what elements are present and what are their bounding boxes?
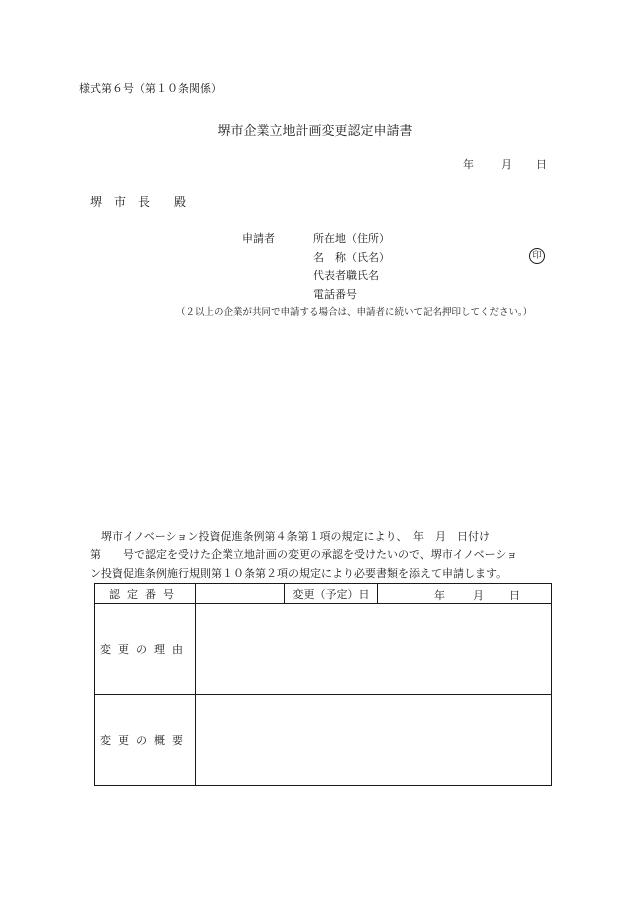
reason-label: 変更の理由 (95, 604, 196, 695)
cert-number-label: 認定番号 (95, 584, 196, 604)
body-line-1: 堺市イノベーション投資促進条例第４条第１項の規定により、 年 月 日付け (101, 530, 490, 543)
addressee: 堺 市 長 殿 (90, 195, 187, 209)
body-line-3: ン投資促進条例施行規則第１０条第２項の規定により必要書類を添えて申請します。 (90, 567, 508, 580)
seal-mark-icon: 印 (529, 248, 545, 264)
applicant-address-label: 所在地（住所） (313, 232, 390, 245)
date-day: 日 (536, 158, 547, 171)
date-month: 月 (501, 158, 512, 171)
cert-number-field[interactable] (196, 584, 285, 604)
change-date-field[interactable] (378, 584, 552, 604)
reason-field[interactable] (196, 604, 552, 695)
applicant-label: 申請者 (242, 232, 275, 245)
body-line-2: 第 号で認定を受けた企業立地計画の変更の承認を受けたいので、堺市イノベーショ (90, 548, 518, 561)
change-date-day: 日 (509, 589, 520, 602)
document-title: 堺市企業立地計画変更認定申請書 (217, 124, 413, 139)
phone-label: 電話番号 (313, 288, 357, 301)
change-detail-table (94, 583, 552, 786)
joint-application-note: （２以上の企業が共同で申請する場合は、申請者に続いて記名押印してください。） (176, 307, 533, 318)
form-number: 様式第６号（第１０条関係） (79, 82, 222, 95)
summary-label: 変更の概要 (95, 695, 196, 786)
date-year: 年 (463, 158, 474, 171)
summary-field[interactable] (196, 695, 552, 786)
change-date-month: 月 (473, 589, 484, 602)
change-date-year: 年 (434, 589, 445, 602)
representative-label: 代表者職氏名 (313, 269, 379, 282)
applicant-name-label: 名 称（氏名） (313, 251, 390, 264)
change-date-label: 変更（予定）日 (285, 584, 378, 604)
